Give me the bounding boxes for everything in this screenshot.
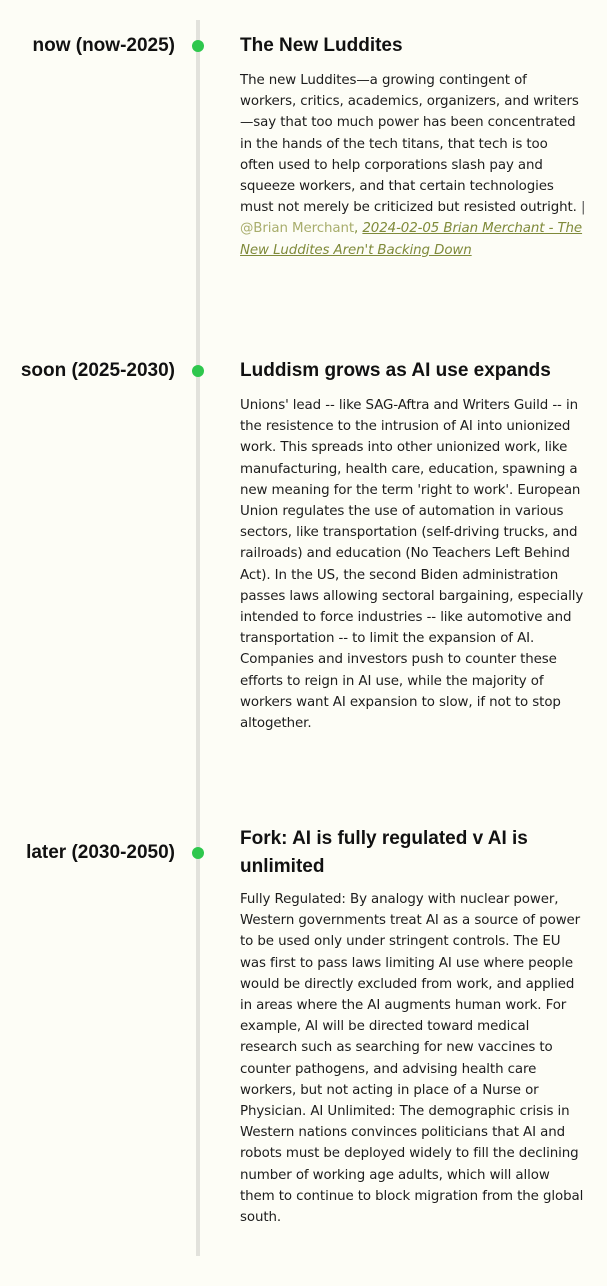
citation-source-link[interactable]: 2024-02-05 Brian Merchant - The New Luddites Aren't Backing Down xyxy=(240,221,583,258)
entry-title: Fork: AI is fully regulated v AI is unlimited xyxy=(240,828,528,877)
period-label: later (2030-2050) xyxy=(26,842,175,863)
citation-bar: | xyxy=(580,200,586,216)
entry-body-text: The new Luddites—a growing contingent of workers, critics, academics, organizers, and writers—say that too much power has been concentrated in the hands of the tech titans, that tech is too often used to help corporations slash pay and squeeze workers, and that certain technologies must not merely be criticized but resisted outright. xyxy=(240,73,579,216)
entry-body: Unions' lead -- like SAG-Aftra and Writers Guild -- in the resistence to the intrusion of AI into unionized work. This spreads into other unionized work, like manufacturing, health care, education, spawning a new meaning for the term 'right to work'. European Union regulates the use of automation in various sectors, like transportation (self-driving trucks, and railroads) and education (No Teachers Left Behind Act). In the US, the second Biden administration passes laws allowing sectoral bargaining, especially intended to force industries -- like automotive and transportation -- to limit the expansion of AI. Companies and investors push to counter these efforts to reign in AI use, while the majority of workers want AI expansion to slow, if not to stop altogether. xyxy=(240,398,584,732)
timeline-line xyxy=(196,20,200,1256)
period-label: soon (2025-2030) xyxy=(20,360,175,381)
entry-content xyxy=(240,32,586,261)
entry-body xyxy=(240,70,586,261)
entry-body: Fully Regulated: By analogy with nuclear power, Western governments treat AI as a source of power to be used only under stringent controls. The EU was first to pass laws limiting AI use where people would be directly excluded from work, and applied in areas where the AI augments human work. For example, AI will be directed toward medical research such as searching for new vaccines to counter pathogens, and advising health care workers, but not acting in place of a Nurse or Physician. AI Unlimited: The demographic crisis in Western nations convinces politicians that AI and robots must be deployed widely to fill the declining number of working age adults, which will allow them to continue to block migration from the global south. xyxy=(240,892,584,1226)
period-label: now (now-2025) xyxy=(32,35,175,56)
entry-title: The New Luddites xyxy=(240,35,403,56)
timeline-dot-icon xyxy=(192,847,204,859)
citation-separator: , xyxy=(354,221,359,237)
entry-content xyxy=(240,357,586,734)
entry-title: Luddism grows as AI use expands xyxy=(240,360,551,381)
timeline-dot-icon xyxy=(192,365,204,377)
timeline-dot-icon xyxy=(192,40,204,52)
entry-content xyxy=(240,825,586,1228)
citation-author-link[interactable]: @Brian Merchant xyxy=(240,221,355,237)
